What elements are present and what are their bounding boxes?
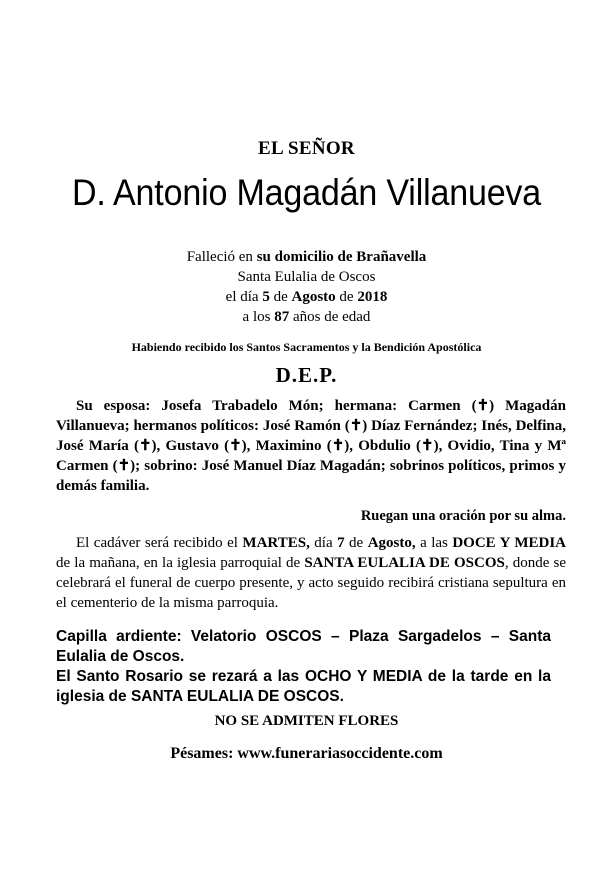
death-year: 2018 bbox=[357, 289, 388, 305]
title-el-senor: EL SEÑOR bbox=[258, 138, 355, 159]
funeral-day: MARTES, bbox=[242, 535, 310, 551]
dep-heading: D.E.P. bbox=[275, 363, 338, 387]
death-info bbox=[0, 247, 613, 327]
funeral-paragraph bbox=[56, 533, 566, 613]
funeral-date: 7 bbox=[337, 535, 345, 551]
death-date-prefix: el día bbox=[225, 289, 263, 305]
chapel-line: Capilla ardiente: Velatorio OSCOS – Plaza Sargadelos – Santa Eulalia de Oscos. bbox=[56, 628, 551, 665]
funeral-text-4: a las bbox=[415, 535, 453, 551]
death-month: Agosto bbox=[291, 289, 336, 305]
death-age-line bbox=[0, 307, 613, 327]
sacraments-line: Habiendo recibido los Santos Sacramentos y la Bendición Apostólica bbox=[131, 340, 482, 354]
chapel-info bbox=[56, 627, 551, 707]
funeral-text-2: día bbox=[309, 535, 338, 551]
prayer-request: Ruegan una oración por su alma. bbox=[360, 508, 566, 524]
funeral-time: DOCE Y MEDIA bbox=[452, 535, 566, 551]
condolences-line: Pésames: www.funerariasoccidente.com bbox=[170, 745, 443, 762]
death-date-sep2: de bbox=[335, 289, 358, 305]
family-paragraph: Su esposa: Josefa Trabadelo Món; hermana: Carmen (✝) Magadán Villanueva; hermanos políticos: José Ramón (✝) Díaz Fernández; Inés, Delfina, José María (✝), Gustavo (✝), Maximino (✝), Obdulio (✝), Ovidio, Tina y Mª Carmen (✝); sobrino: José Manuel Díaz Magadán; sobrinos políticos, primos y demás familia. bbox=[56, 398, 566, 494]
no-flowers-notice: NO SE ADMITEN FLORES bbox=[214, 713, 399, 729]
funeral-text-1: El cadáver será recibido el bbox=[76, 535, 243, 551]
death-date-sep1: de bbox=[269, 289, 292, 305]
death-place-prefix: Falleció en bbox=[186, 249, 257, 265]
rosary-line: El Santo Rosario se rezará a las OCHO Y MEDIA de la tarde en la iglesia de SANTA EULALIA DE OSCOS. bbox=[56, 668, 551, 705]
funeral-church: SANTA EULALIA DE OSCOS bbox=[304, 555, 505, 571]
age-suffix: años de edad bbox=[289, 309, 371, 325]
funeral-text-5: de la mañana, en la iglesia parroquial de bbox=[56, 555, 305, 571]
funeral-text-6: , donde se celebrará el funeral de cuerpo presente, y acto seguido recibirá cristiana sepultura en el cementerio de la misma parroquia. bbox=[56, 555, 567, 611]
deceased-name: D. Antonio Magadán Villanueva bbox=[71, 172, 542, 213]
funeral-month: Agosto, bbox=[367, 535, 416, 551]
death-place-line bbox=[0, 247, 613, 267]
death-day: 5 bbox=[262, 289, 270, 305]
age-prefix: a los bbox=[242, 309, 275, 325]
death-town: Santa Eulalia de Oscos bbox=[237, 269, 376, 285]
age-value: 87 bbox=[274, 309, 290, 325]
funeral-text-3: de bbox=[344, 535, 368, 551]
death-date-line bbox=[0, 287, 613, 307]
death-place: su domicilio de Brañavella bbox=[256, 249, 427, 265]
